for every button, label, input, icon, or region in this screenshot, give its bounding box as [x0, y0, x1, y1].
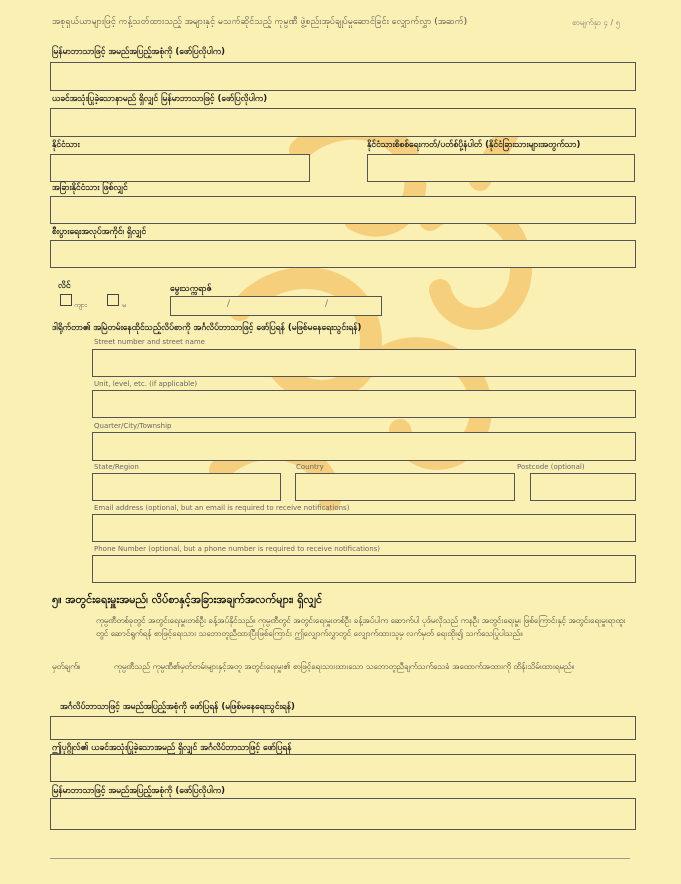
postcode-input[interactable] — [530, 473, 636, 501]
email-label: Email address (optional, but an email is required to receive notifications) — [94, 504, 350, 512]
country-input[interactable] — [295, 473, 515, 501]
name-myanmar-label: မြန်မာဘာသာဖြင့် အမည်အပြည့်အစုံကို (ဖော်ပြလိုပါက) — [52, 786, 226, 796]
nrc-passport-input[interactable] — [367, 154, 635, 182]
gender-label: လိင် — [58, 281, 71, 291]
name-english-input[interactable] — [50, 716, 636, 740]
email-input[interactable] — [92, 514, 636, 542]
country-label: Country — [296, 463, 324, 471]
date-of-birth-label: မွေးသက္ကရာဇ် — [170, 284, 212, 294]
gender-female-checkbox[interactable] — [107, 294, 119, 306]
former-name-myanmar-input[interactable] — [50, 108, 636, 137]
dob-separator: / — [325, 299, 329, 309]
name-english-label: အင်္ဂလိပ်ဘာသာဖြင့် အမည်အပြည့်အစုံကို ဖော်ပြရန် (မဖြစ်မနေရေးသွင်းရန်) — [60, 702, 295, 712]
street-label: Street number and street name — [94, 338, 205, 346]
state-input[interactable] — [92, 473, 281, 501]
quarter-input[interactable] — [92, 432, 636, 461]
dob-separator: / — [227, 299, 231, 309]
postcode-label: Postcode (optional) — [517, 463, 585, 471]
name-myanmar-input[interactable] — [50, 798, 636, 830]
unit-input[interactable] — [92, 390, 636, 418]
section-5-paragraph: ကုမ္ပဏီတစ်ခုတွင် အတွင်းရေးမှူးတစ်ဦး ခန့်အပ်နိုင်သည်။ ကုမ္ပဏီတွင် အတွင်းရေးမှူးတစ်ဦး ခန့်အပ်ပါက ဆောက်ပါ ပုဒ်မလိုသည် ကနဦး အတွင်းရေးမှူး ဖြစ်ကြောင်းနှင့် အတွင်းရေးမှူးရာထူးတွင် ဆောင်ရွက်ရန် စာဖြင့်ရေးသား သဘောတူညီထားပြီးဖြစ်ကြောင်း ဤလျှောက်လွှာတွင် လျှောက်ထားသူမှ လက်မှတ် ရေးထိုး၍ သက်သေပြုပါသည်။ — [96, 616, 626, 638]
residential-address-label: ဒါရိုက်တာ၏ အမြဲတမ်းနေထိုင်သည့်လိပ်စာကို အင်္ဂလိပ်ဘာသာဖြင့် ဖော်ပြရန် (မဖြစ်မနေရေးသွင်းရန်) — [52, 323, 362, 333]
footer-divider — [50, 858, 630, 859]
former-name-myanmar-label: ယခင်အသုံးပြုခဲ့သောနာမည် ရှိလျှင် မြန်မာဘာသာဖြင့် (ဖော်ပြလိုပါက) — [52, 94, 268, 104]
foreign-national-input[interactable] — [50, 196, 636, 224]
phone-label: Phone Number (optional, but a phone number is required to receive notifications) — [94, 545, 381, 553]
gender-female-label: မ — [122, 301, 126, 309]
phone-input[interactable] — [92, 555, 636, 583]
business-occupation-input[interactable] — [50, 240, 636, 268]
street-input[interactable] — [92, 349, 636, 377]
gender-male-checkbox[interactable] — [60, 294, 72, 306]
nrc-passport-label: နိုင်ငံသားစိစစ်ရေးကတ်/ပတ်စ်ပို့နံပါတ် (နိုင်ငံခြားသားများအတွက်သာ) — [367, 140, 581, 150]
former-name-english-label: ဤပုဂ္ဂိုလ်၏ ယခင်အသုံးပြုခဲ့သောအမည် ရှိလျှင် အင်္ဂလိပ်ဘာသာဖြင့် ဖော်ပြရန် — [52, 743, 292, 753]
business-occupation-label: စီးပွားရေးအလုပ်အကိုင်၊ ရှိလျှင် — [52, 227, 147, 237]
note-label: မှတ်ချက်။ — [52, 662, 81, 671]
full-name-myanmar-label: မြန်မာဘာသာဖြင့် အမည်အပြည့်အစုံကို (ဖော်ပြလိုပါက) — [52, 47, 226, 57]
gender-male-label: ကျား — [74, 301, 87, 309]
foreign-national-label: အခြားနိုင်ငံသား ဖြစ်လျှင် — [52, 183, 128, 193]
note-text: ကုမ္ပဏီသည် ကုမ္ပဏီ၏မှတ်တမ်းများနှင့်အတူ အတွင်းရေးမှူး၏ စာဖြင့်ရေးသားထားသော သဘောတူညီချက်သက်သေခံ အထောက်အထားကို ထိန်းသိမ်းထားရမည်။ — [114, 662, 575, 671]
unit-label: Unit, level, etc. (if applicable) — [94, 380, 198, 388]
quarter-label: Quarter/City/Township — [94, 422, 172, 430]
state-label: State/Region — [94, 463, 139, 471]
full-name-myanmar-input[interactable] — [50, 62, 636, 91]
nationality-label: နိုင်ငံသား — [52, 140, 80, 150]
page-number: စာမျက်နှာ ၄ / ၅ — [572, 18, 621, 27]
nationality-input[interactable] — [50, 154, 310, 182]
former-name-english-input[interactable] — [50, 754, 636, 782]
form-header-title: အစုရှယ်ယာများဖြင့် ကန့်သတ်ထားသည့် အများနှင့် မသက်ဆိုင်သည့် ကုမ္ပဏီ ဖွဲ့စည်းအုပ်ချုပ်မှုဆောင်ခြင်း လျှောက်လွှာ (အဆက်) — [52, 17, 468, 27]
section-5-title: ၅။ အတွင်းရေးမှူးအမည်၊ လိပ်စာနှင့်အခြားအချက်အလက်များ၊ ရှိလျှင် — [52, 593, 323, 606]
date-of-birth-input[interactable] — [170, 296, 382, 316]
